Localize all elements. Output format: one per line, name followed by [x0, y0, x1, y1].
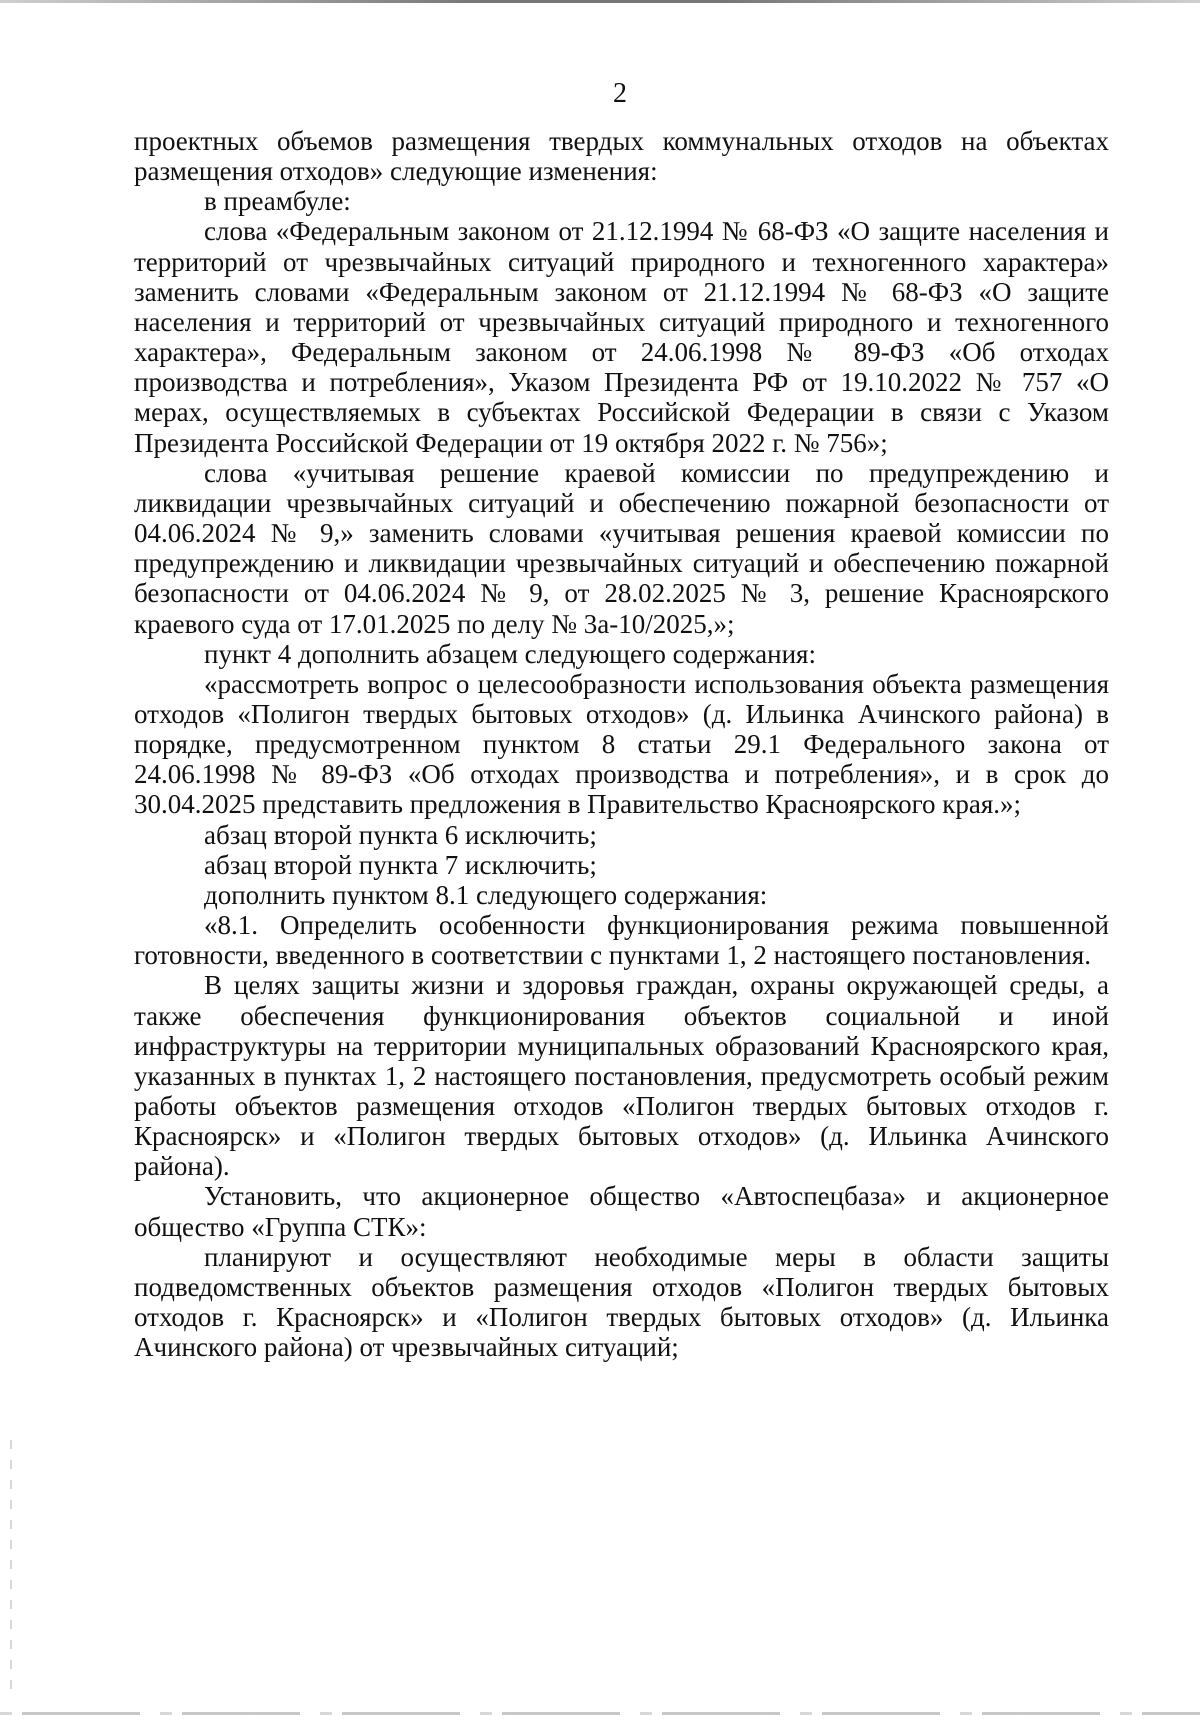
paragraph: планируют и осуществляют необходимые меры в области защиты подведомственных объектов размещения отходов «Полигон твердых бытовых отходов г. Красноярск» и «Полигон твердых бытовых отходов» (д. Ильинка Ачинского района) от чрезвычайных ситуаций; — [134, 1241, 1109, 1363]
paragraph: Установить, что акционерное общество «Автоспецбаза» и акционерное общество «Группа СТК»: — [134, 1181, 1109, 1242]
paragraph: «8.1. Определить особенности функционирования режима повышенной готовности, введенного в соответствии с пунктами 1, 2 настоящего постановления. — [134, 910, 1109, 971]
paragraph: абзац второй пункта 6 исключить; — [204, 819, 597, 850]
paragraph: слова «учитывая решение краевой комиссии по предупреждению и ликвидации чрезвычайных ситуаций и обеспечению пожарной безопасности от 04.06.2024 № 9,» заменить словами «учитывая решения краевой комиссии по предупреждению и ликвидации чрезвычайных ситуаций и обеспечению пожарной безопасности от 04.06.2024 № 9, от 28.02.2025 № 3, решение Красноярского краевого суда от 17.01.2025 по делу № 3а-10/2025,»; — [134, 457, 1109, 639]
paragraph: В целях защиты жизни и здоровья граждан, охраны окружающей среды, а также обеспечения функционирования объектов социальной и иной инфраструктуры на территории муниципальных образований Красноярского края, указанных в пунктах 1, 2 настоящего постановления, предусмотреть особый режим работы объектов размещения отходов «Полигон твердых бытовых отходов г. Красноярск» и «Полигон твердых бытовых отходов» (д. Ильинка Ачинского района). — [134, 970, 1109, 1182]
scan-top-edge — [0, 0, 1200, 3]
paragraph: абзац второй пункта 7 исключить; — [204, 849, 597, 880]
paragraph: в преамбуле: — [204, 186, 351, 217]
paragraph: пункт 4 дополнить абзацем следующего содержания: — [204, 638, 816, 669]
paragraph: дополнить пунктом 8.1 следующего содержания: — [204, 879, 768, 910]
paragraph: слова «Федеральным законом от 21.12.1994 № 68-ФЗ «О защите населения и территорий от чрезвычайных ситуаций природного и техногенного характера» заменить словами «Федеральным законом от 21.12.1994 № 68-ФЗ «О защите населения и территорий от чрезвычайных ситуаций природного и техногенного характера», Федеральным законом от 24.06.1998 № 89-ФЗ «Об отходах производства и потребления», Указом Президента РФ от 19.10.2022 № 757 «О мерах, осуществляемых в субъектах Российской Федерации в связи с Указом Президента Российской Федерации от 19 октября 2022 г. № 756»; — [134, 216, 1109, 458]
scan-left-artifact — [10, 1440, 12, 1700]
document-body — [134, 126, 1109, 1362]
scan-bottom-artifact — [0, 1712, 1200, 1715]
paragraph: проектных объемов размещения твердых коммунальных отходов на объектах размещения отходов» следующие изменения: — [134, 126, 1109, 187]
page-number: 2 — [613, 78, 627, 109]
paragraph: «рассмотреть вопрос о целесообразности использования объекта размещения отходов «Полигон твердых бытовых отходов» (д. Ильинка Ачинского района) в порядке, предусмотренном пунктом 8 статьи 29.1 Федерального закона от 24.06.1998 № 89-ФЗ «Об отходах производства и потребления», и в срок до 30.04.2025 представить предложения в Правительство Красноярского края.»; — [134, 668, 1109, 820]
